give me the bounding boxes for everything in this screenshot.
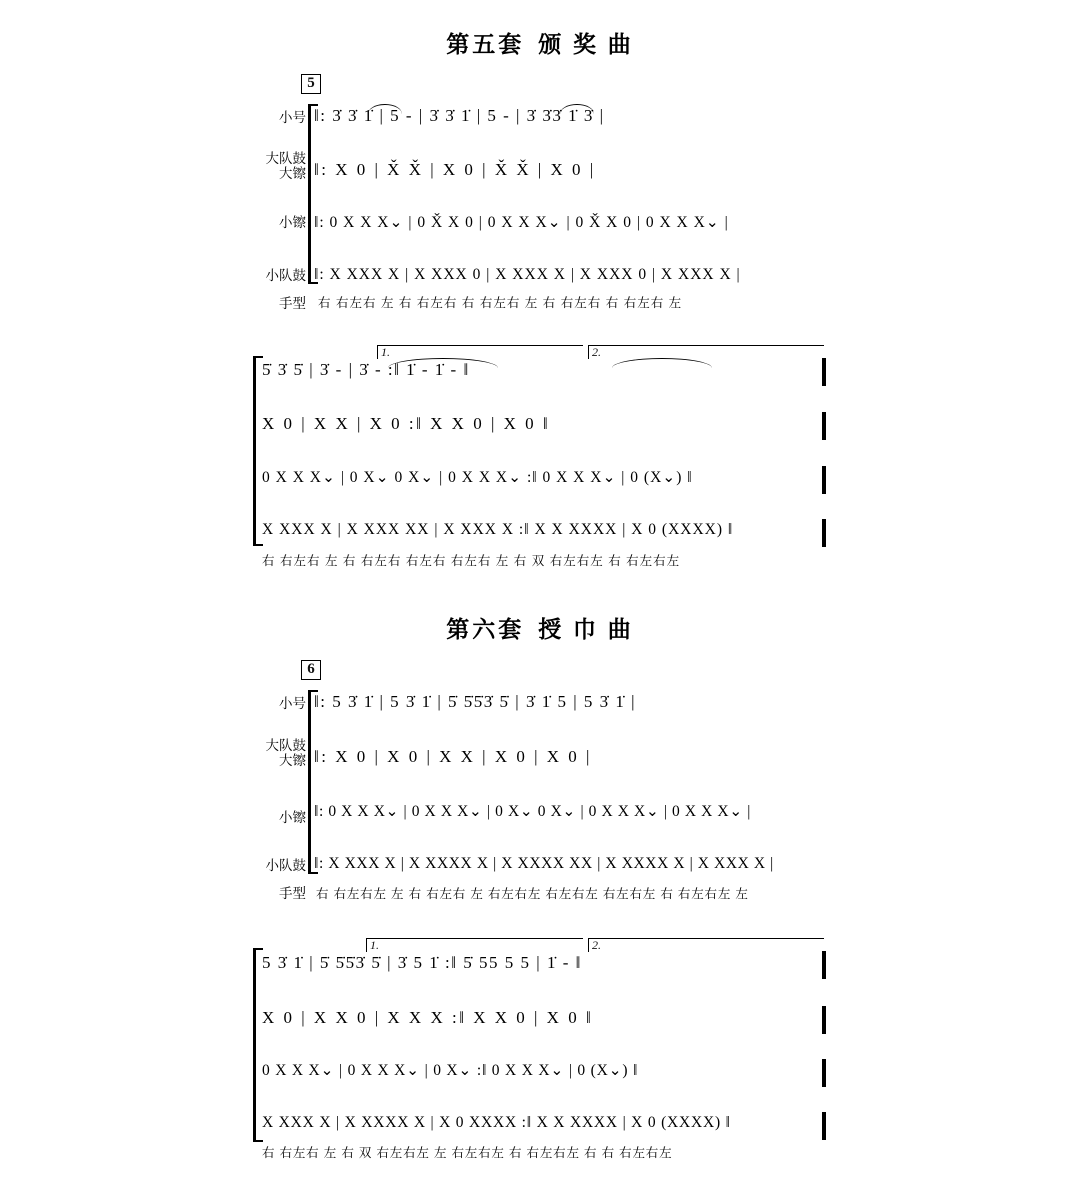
ending-label-1-6b: 1. <box>370 938 379 952</box>
staff-row-trumpet-5b: 5̇ 3̇ 5̇ | 3̇ - | 3̇ - :‖ 1̇ - 1̇ - ‖ <box>262 360 470 379</box>
final-barline-5b <box>822 412 826 440</box>
final-barline-5b <box>822 519 826 547</box>
system-bracket-5b <box>253 356 263 546</box>
instrument-label-hand-6a: 手型 <box>279 886 306 901</box>
staff-row-snare-6a: ‖: X XXX X | X XXXX X | X XXXX XX | X XXXX X | X XXX X | <box>314 855 774 872</box>
instrument-label-bassdrum-6a <box>243 738 306 768</box>
system-bracket-6b <box>253 948 263 1142</box>
section-5-title-name: 颁 奖 曲 <box>538 32 634 57</box>
instrument-label-trumpet-5a: 小号 <box>279 110 306 125</box>
section-6-title-name: 授 巾 曲 <box>538 617 634 642</box>
section-6-number-box: 6 <box>301 660 321 680</box>
staff-row-trumpet-5a: ‖: 3̇ 3̇ 1̇ | 5 - | 3̇ 3̇ 1̇ | 5 - | 3̇ 3̇3̇ 1̇ 3̇ | <box>314 106 605 125</box>
instrument-label-bassdrum-5a <box>243 151 306 181</box>
staff-row-bassdrum-6b: X 0 | X X 0 | X X X :‖ X X 0 | X 0 ‖ <box>262 1008 594 1027</box>
final-barline-6b <box>822 951 826 979</box>
ending-label-2-6b: 2. <box>592 938 601 952</box>
final-barline-5b <box>822 358 826 386</box>
section-6-title-prefix: 第六套 <box>446 617 525 642</box>
final-barline-6b <box>822 1059 826 1087</box>
ending-bracket-1-6b <box>366 938 583 952</box>
ending-label-2-5b: 2. <box>592 345 601 359</box>
staff-row-bassdrum-5a: ‖: X 0 | X̌ X̌ | X 0 | X̌ X̌ | X 0 | <box>314 160 596 179</box>
system-bracket-5a <box>308 104 318 284</box>
ending-label-1-5b: 1. <box>381 345 390 359</box>
system-bracket-6a <box>308 690 318 874</box>
slur-icon <box>612 358 712 368</box>
ending-bracket-1-5b <box>377 345 583 359</box>
staff-row-trumpet-6a: ‖: 5 3̇ 1̇ | 5 3̇ 1̇ | 5̇ 5̇5̇3̇ 5̇ | 3̇ 1̇ 5 | 5 3̇ 1̇ | <box>314 692 637 711</box>
instrument-label-trumpet-6a: 小号 <box>279 696 306 711</box>
instrument-label-bassdrum-line2: 大镲 <box>279 753 306 768</box>
instrument-label-bassdrum-line1: 大队鼓 <box>265 151 306 166</box>
staff-row-smallcymbal-6a: ‖: 0 X X X⌄ | 0 X X X⌄ | 0 X⌄ 0 X⌄ | 0 X X X⌄ | 0 X X X⌄ | <box>314 803 751 820</box>
hand-pattern-5b: 右 右左右 左 右 右左右 右左右 右左右 左 右 双 右左右左 右 右左右左 <box>262 554 681 568</box>
section-5-title-prefix: 第五套 <box>446 32 525 57</box>
staff-row-bassdrum-5b: X 0 | X X | X 0 :‖ X X 0 | X 0 ‖ <box>262 414 551 433</box>
instrument-label-bassdrum-line2: 大镲 <box>279 166 306 181</box>
instrument-label-snare-5a: 小队鼓 <box>265 268 306 283</box>
section-5-number-box: 5 <box>301 74 321 94</box>
instrument-label-bassdrum-line1: 大队鼓 <box>265 738 306 753</box>
hand-pattern-5a: 右 右左右 左 右 右左右 右 右左右 左 右 右左右 右 右左右 左 <box>318 296 683 310</box>
final-barline-5b <box>822 466 826 494</box>
staff-row-smallcymbal-5b: 0 X X X⌄ | 0 X⌄ 0 X⌄ | 0 X X X⌄ :‖ 0 X X X⌄ | 0 (X⌄) ‖ <box>262 469 693 486</box>
hand-pattern-6a: 右 右左右左 左 右 右左右 左 右左右左 右左右左 右左右左 右 右左右左 左 <box>316 887 749 901</box>
final-barline-6b <box>822 1112 826 1140</box>
instrument-label-snare-6a: 小队鼓 <box>265 858 306 873</box>
hand-pattern-6b: 右 右左右 左 右 双 右左右左 左 右左右左 右 右左右左 右 右 右左右左 <box>262 1146 673 1160</box>
section-6-title <box>0 611 1080 644</box>
ending-bracket-2-5b <box>588 345 824 359</box>
instrument-label-smallcymbal-6a: 小镲 <box>279 810 306 825</box>
ending-bracket-2-6b <box>588 938 824 952</box>
staff-row-smallcymbal-5a: ‖: 0 X X X⌄ | 0 X̌ X 0 | 0 X X X⌄ | 0 X̌ X 0 | 0 X X X⌄ | <box>314 214 729 231</box>
instrument-label-hand-5a: 手型 <box>279 296 306 311</box>
staff-row-trumpet-6b: 5 3̇ 1̇ | 5̇ 5̇5̇3̇ 5̇ | 3̇ 5 1̇ :‖ 5̇ 55 5 5 | 1̇ - ‖ <box>262 953 582 972</box>
staff-row-snare-6b: X XXX X | X XXXX X | X 0 XXXX :‖ X X XXXX | X 0 (XXXX) ‖ <box>262 1114 731 1131</box>
staff-row-snare-5b: X XXX X | X XXX XX | X XXX X :‖ X X XXXX | X 0 (XXXX) ‖ <box>262 521 734 538</box>
final-barline-6b <box>822 1006 826 1034</box>
staff-row-smallcymbal-6b: 0 X X X⌄ | 0 X X X⌄ | 0 X⌄ :‖ 0 X X X⌄ | 0 (X⌄) ‖ <box>262 1062 639 1079</box>
staff-row-bassdrum-6a: ‖: X 0 | X 0 | X X | X 0 | X 0 | <box>314 747 592 766</box>
section-5-title <box>0 26 1080 59</box>
instrument-label-smallcymbal-5a: 小镲 <box>279 215 306 230</box>
staff-row-snare-5a: ‖: X XXX X | X XXX 0 | X XXX X | X XXX 0 | X XXX X | <box>314 266 741 283</box>
